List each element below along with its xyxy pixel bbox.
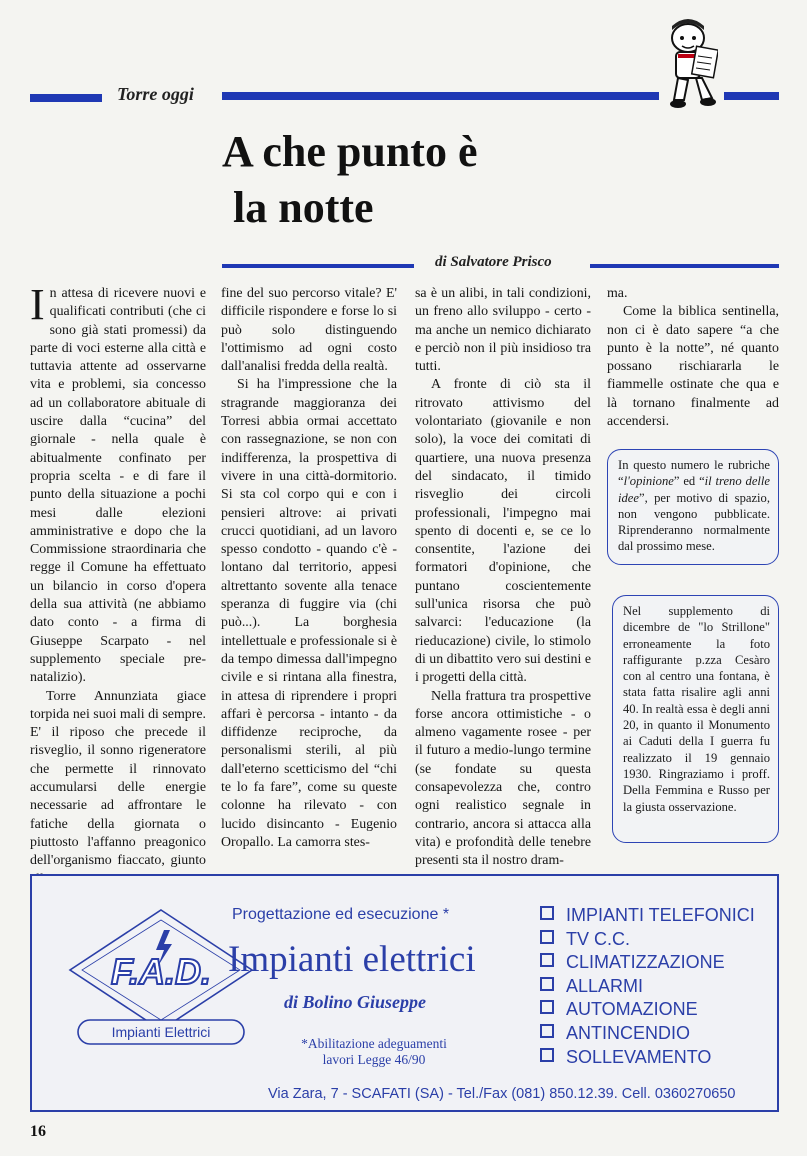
- headline-line-2: la notte: [233, 183, 374, 232]
- drop-cap: I: [30, 280, 45, 329]
- logo-text: F.A.D.: [110, 951, 212, 992]
- article-paragraph: ma.: [607, 286, 628, 301]
- service-label: TV C.C.: [566, 928, 631, 949]
- rubric-name: l'opinione: [623, 474, 674, 489]
- notice-rubriche: [607, 449, 779, 565]
- checkbox-icon: [540, 1048, 554, 1062]
- newsboy-icon: [662, 16, 718, 110]
- article-column-1: [30, 280, 206, 889]
- article-paragraph: Torre Annunziata giace torpida nei suoi mali di sempre. E' il riposo che precede il risveglio, il sonno rigeneratore che permette il rinnovato accumularsi delle energie necessarie ad affrontare le fatiche della giornata o piuttosto l'affanno preagonico dell'organismo fiaccato, giunto: [30, 688, 206, 869]
- byline: di Salvatore Prisco: [435, 254, 552, 270]
- section-label: Torre oggi: [117, 84, 194, 104]
- ad-title: Impianti elettrici: [228, 939, 476, 980]
- ad-tagline: Progettazione ed esecuzione *: [232, 906, 450, 923]
- ad-note-line: *Abilitazione adeguamenti: [301, 1036, 447, 1051]
- paragraph-text: n attesa di ricevere nuovi e qualificati contributi (che ci sono già stati promessi) da parte di voci esterne alla città e tuttavia attente ad osservarne vita e problemi, sia concesso ad un collaboratore abituale di uscire dalla “cucina” del giornale - nella quale è abitualmente confinato per propria scelta - e di fare il punto della situazione a pochi mesi dalle elezioni amministrative e dopo che la Commissione straordinaria che regge il Comune ha effettuato un bilancio in corso d'opera della sua attività (ne abbiamo dato conto - a firma di Giuseppe Scarpato - nel supplemento speciale pre-natalizio).: [30, 286, 206, 686]
- article-paragraph: fine del suo percorso vitale? E' difficile rispondere e forse lo si può solo distinguendo l'ottimismo ad ogni costo dall'analisi fredda della realtà.: [221, 286, 397, 375]
- service-item: [540, 1046, 755, 1070]
- fad-logo: [64, 906, 258, 1064]
- service-label: ALLARMI: [566, 975, 644, 996]
- article-column-4: [607, 285, 779, 431]
- rubric-name: il treno delle idee: [618, 474, 770, 505]
- headline-line-1: A che punto è: [222, 127, 478, 176]
- ad-note: [264, 1036, 484, 1068]
- header-rule-right: [222, 92, 659, 100]
- notice-text: In questo numero le rubriche “: [618, 458, 770, 489]
- ad-owner: di Bolino Giuseppe: [284, 992, 427, 1012]
- service-item: [540, 975, 755, 999]
- byline-rule-right: [590, 264, 779, 268]
- notice-text: ” ed “: [673, 474, 705, 489]
- article-column-3: [415, 285, 591, 871]
- article-paragraph: A fronte di ciò sta il ritrovato attivismo del volontariato (giovanile e non solo), la voce dei comitati di quartiere, una nuova presenza del sindacato, il timido risveglio dei circoli professionali, l'impegno mai spento di docenti e, se ce lo consentite, l'azione dei formatori d'opinione, che puntano coscientemente sull'unica risorsa che può salvarci: l'educazione (la rieducazione) civile, lo stimolo di un dibattito vero sui destini e i progetti della città.: [415, 377, 591, 686]
- article-paragraph: Nella frattura tra prospettive forse ancora ottimistiche - o almeno vagamente rosee - per il futuro a medio-lungo termine (se fondate su questa consapevolezza che, contro ogni realistico segnale in contrario, ancora si attacca alla vita) e profondità delle tenebre presenti sta il nostro dram-: [415, 688, 591, 869]
- service-label: IMPIANTI TELEFONICI: [566, 905, 755, 925]
- service-label: ANTINCENDIO: [566, 1022, 691, 1043]
- article-paragraph: [30, 280, 206, 688]
- notice-text: ”, per motivo di spazio, non vengono pubblicate. Riprenderanno normalmente dal prossimo mese.: [618, 490, 770, 554]
- checkbox-icon: [540, 1000, 554, 1014]
- service-item: [540, 951, 755, 975]
- header-rule-left: [30, 94, 102, 102]
- service-item: [540, 928, 755, 952]
- article-paragraph: Si ha l'impressione che la stragrande maggioranza dei Torresi abbia ormai accettato con rassegnazione, se non con indifferenza, la prospettiva di vivere in una città-dormitorio. Si sta col corpo qui e con i pensieri altrove: ai privati crucci quotidiani, ad un lavoro spesso condotto - quando c'è - lontano dal territorio, appesi altrettanto sovente alla tenace speranza di fuggire via (chi può...). La borghesia intellettuale e professionale si è da tempo dimessa dall'impegno civile e si rintana alla finestra, in attesa di riprendere i propri affari è percorsa - intanto - da diffidenze reciproche, da personalismi sterili, al più dall'eterno scetticismo del “chi te lo fa fare”, come su queste colonne ha rilevato - con lucido disincanto - Eugenio Oropallo. La camorra stes-: [221, 377, 397, 850]
- service-label: CLIMATIZZAZIONE: [566, 952, 725, 973]
- service-item: [540, 998, 755, 1022]
- article-paragraph: Come la biblica sentinella, non ci è dato sapere “a che punto è la notte”, né quanto possano rischiararla le fiammelle ostinate che qua e là tornano finalmente ad accendersi.: [607, 304, 779, 430]
- service-item: [540, 1022, 755, 1046]
- checkbox-icon: [540, 906, 554, 920]
- checkbox-icon: [540, 977, 554, 991]
- service-label: AUTOMAZIONE: [566, 999, 698, 1020]
- checkbox-icon: [540, 930, 554, 944]
- checkbox-icon: [540, 1024, 554, 1038]
- ad-address: Via Zara, 7 - SCAFATI (SA) - Tel./Fax (081) 850.12.39. Cell. 0360270650: [268, 1086, 736, 1102]
- byline-rule-left: [222, 264, 414, 268]
- service-list: [540, 904, 755, 1069]
- advertisement: [30, 874, 779, 1112]
- service-label: SOLLEVAMENTO: [566, 1046, 712, 1067]
- article-column-2: [221, 285, 397, 852]
- header-rule-far-right: [724, 92, 779, 100]
- checkbox-icon: [540, 953, 554, 967]
- article-paragraph: sa è un alibi, in tali condizioni, un freno allo sviluppo - certo - ma anche un nemico dichiarato e perciò non il più insidioso tra tutti.: [415, 286, 591, 375]
- notice-correction: Nel supplemento di dicembre de "lo Strillone" erroneamente la foto raffigurante p.zza Cesàro con al centro una fontana, è stata fatta risalire agli anni 40. In realtà essa è degli anni 20, in quanto il Monumento ai Caduti della I guerra fu realizzato il 19 gennaio 1930. Ringraziamo i proff. Della Femmina e Russo per la giusta osservazione.: [612, 595, 779, 843]
- headline: [222, 124, 592, 236]
- logo-caption: Impianti Elettrici: [111, 1024, 211, 1040]
- ad-note-line: lavori Legge 46/90: [322, 1052, 426, 1067]
- service-item: [540, 904, 755, 928]
- page-number: 16: [30, 1123, 46, 1140]
